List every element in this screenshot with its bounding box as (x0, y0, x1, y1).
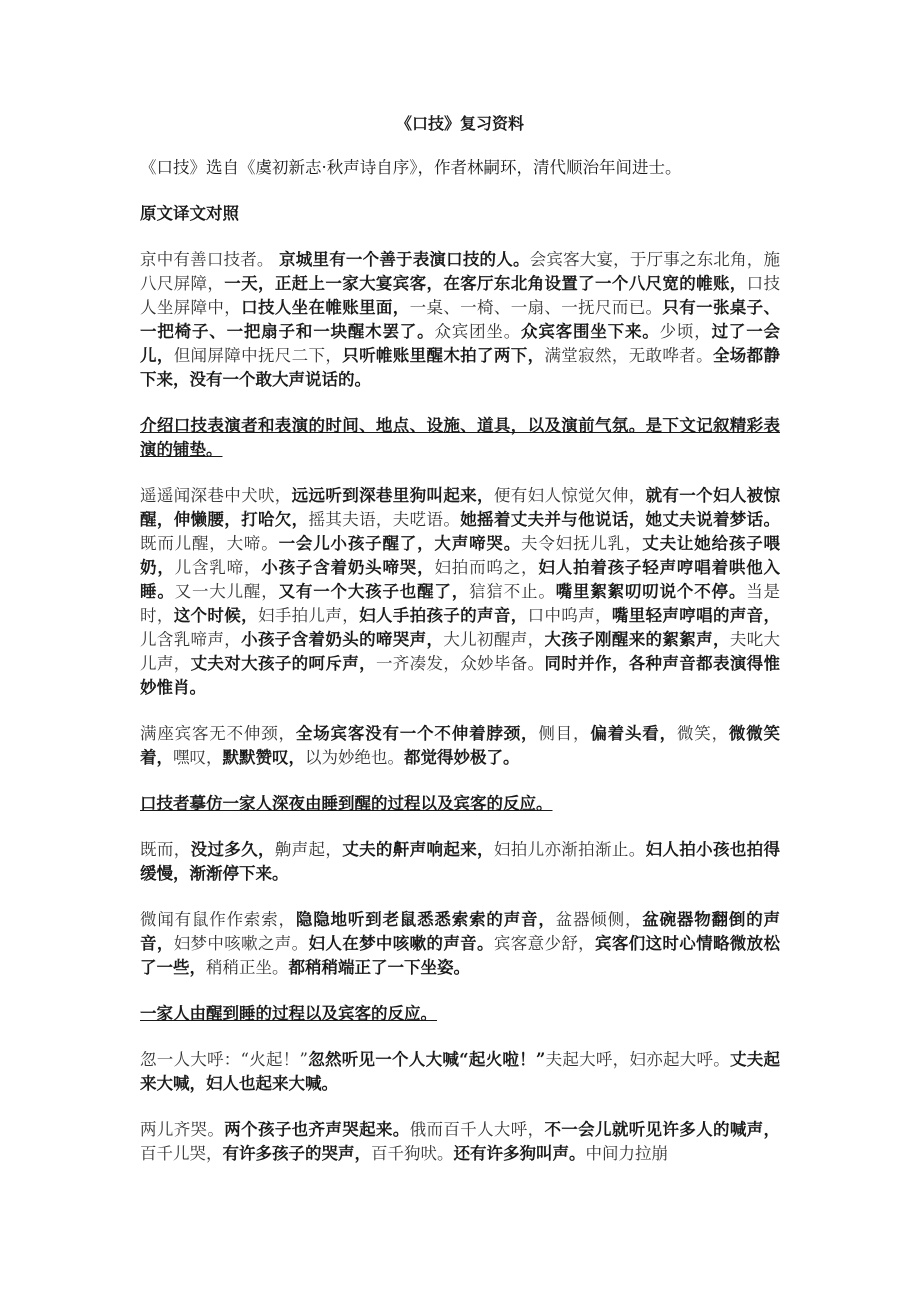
translation-segment: 又有一个大孩子也醒了， (278, 582, 470, 601)
original-segment: 妇手拍儿声， (257, 606, 360, 625)
original-segment: 儿含乳啼， (174, 558, 262, 577)
translation-segment: 丈夫起来大喊，妇人也起来大喊。 (140, 1050, 781, 1093)
original-segment: 稍稍正坐。 (206, 958, 289, 977)
translation-segment: 两个孩子也齐声哭起来。 (224, 1120, 410, 1139)
translation-segment: 偏着头看， (590, 724, 677, 743)
translation-segment: 一会儿小孩子醒了，大声啼哭。 (278, 534, 522, 553)
translation-segment: 忽然听见一个人大喊“起火啦！” (307, 1050, 546, 1069)
original-segment: 百千狗吠。 (371, 1144, 454, 1163)
original-segment: 以为妙绝也。 (305, 748, 404, 767)
original-segment: 少顷， (659, 322, 712, 341)
original-segment: 夫叱大儿声， (140, 630, 781, 673)
original-segment: 满座宾客无不伸颈， (140, 724, 296, 743)
translation-segment: 微微笑着， (140, 724, 781, 767)
original-segment: 宾客意少舒， (493, 934, 595, 953)
original-segment: 中间力拉崩 (585, 1144, 668, 1163)
original-segment: 一桌、一椅、一扇、一抚尺而已。 (409, 298, 663, 317)
translation-segment: 默默赞叹， (222, 748, 305, 767)
paragraph-6 (140, 1048, 780, 1096)
paragraph-1 (140, 248, 780, 392)
original-segment: 满堂寂然，无敢哗者。 (544, 346, 713, 365)
translation-segment: 妇人手拍孩子的声音， (359, 606, 528, 625)
summary-note-2: 口技者摹仿一家人深夜由睡到醒的过程以及宾客的反应。 (140, 794, 553, 813)
translation-segment: 小孩子含着奶头啼哭， (261, 558, 435, 577)
translation-segment: 全场都静下来，没有一个敢大声说话的。 (140, 346, 781, 389)
original-segment: 大儿初醒声， (443, 630, 545, 649)
original-segment: 口技人坐屏障中， (140, 274, 781, 317)
original-segment: 妇梦中咳嗽之声。 (173, 934, 309, 953)
translation-segment: 这个时候， (173, 606, 258, 625)
original-segment: 齁声起， (274, 840, 343, 859)
document-page (140, 112, 780, 1188)
paragraph-5 (140, 908, 780, 980)
original-segment: 妇拍而呜之， (434, 558, 539, 577)
original-segment: 夫起大呼，妇亦起大呼。 (545, 1050, 730, 1069)
paragraph-2 (140, 484, 780, 700)
paragraph-7 (140, 1118, 780, 1166)
original-segment: 遥遥闻深巷中犬吠， (140, 486, 292, 505)
summary-note-3: 一家人由醒到睡的过程以及宾客的反应。 (140, 1004, 437, 1023)
translation-segment: 众宾客围坐下来。 (521, 322, 660, 341)
original-segment: 狺狺不止。 (469, 582, 556, 601)
original-segment: 百千儿哭， (140, 1144, 223, 1163)
translation-segment: 远远听到深巷里狗叫起来， (291, 486, 494, 505)
original-segment: 但闻屏障中抚尺二下， (173, 346, 343, 365)
translation-segment: 只听帷账里醒木拍了两下， (342, 346, 545, 365)
translation-segment: 嘴里絮絮叨叨说个不停。 (555, 582, 747, 601)
translation-segment: 隐隐地听到老鼠悉悉索索的声音， (295, 910, 556, 929)
translation-segment: 都稍稍端正了一下坐姿。 (288, 958, 470, 977)
translation-segment: 就有一个妇人被惊醒，伸懒腰，打哈欠， (140, 486, 781, 529)
translation-segment: 妇人拍小孩也拍得缓慢，渐渐停下来。 (140, 840, 781, 883)
original-segment: 摇其夫语，夫呓语。 (308, 510, 461, 529)
original-segment: 微笑， (676, 724, 729, 743)
translation-segment: 有许多孩子的哭声， (222, 1144, 371, 1163)
translation-segment: 她摇着丈夫并与他说话，她丈夫说着梦话。 (460, 510, 781, 529)
original-segment: 俄而百千人大呼， (409, 1120, 545, 1139)
translation-segment: 嘴里轻声哼唱的声音， (611, 606, 781, 625)
translation-segment: 京城里有一个善于表演口技的人。 (279, 250, 530, 269)
translation-segment: 妇人拍着孩子轻声哼唱着哄他入睡。 (140, 558, 781, 601)
original-segment: 嘿叹， (173, 748, 223, 767)
original-segment: 两儿齐哭。 (140, 1120, 225, 1139)
original-segment: 又一大儿醒， (174, 582, 279, 601)
translation-segment: 只有一张桌子、一把椅子、一把扇子和一块醒木罢了。 (140, 298, 781, 341)
original-segment: 便有妇人惊觉欠伸， (493, 486, 646, 505)
translation-segment: 丈夫对大孩子的呵斥声， (190, 654, 376, 673)
original-segment: 京中有善口技者。 (140, 250, 280, 269)
translation-segment: 还有许多狗叫声。 (453, 1144, 586, 1163)
intro-paragraph: 《口技》选自《虞初新志·秋声诗自序》，作者林嗣环，清代顺治年间进士。 (140, 158, 682, 177)
translation-segment: 妇人在梦中咳嗽的声音。 (308, 934, 494, 953)
original-segment: 一齐凑发，众妙毕备。 (375, 654, 545, 673)
translation-segment: 小孩子含着奶头的啼哭声， (241, 630, 444, 649)
original-segment: 盆器倾侧， (555, 910, 643, 929)
paragraph-3 (140, 722, 780, 770)
original-segment: 儿含乳啼声， (140, 630, 242, 649)
original-segment: 微闻有鼠作作索索， (140, 910, 296, 929)
original-segment: 当是时， (140, 582, 781, 625)
paragraph-4 (140, 838, 780, 886)
original-segment: 侧目， (538, 724, 591, 743)
translation-segment: 丈夫让她给孩子喂奶， (140, 534, 781, 577)
translation-segment: 都觉得妙极了。 (404, 748, 520, 767)
translation-segment: 过了一会儿， (140, 322, 781, 365)
original-segment: 既而儿醒，大啼。 (140, 534, 279, 553)
translation-segment: 宾客们这时心情略微放松了一些， (140, 934, 781, 977)
translation-segment: 同时并作，各种声音都表演得惟妙惟肖。 (140, 654, 781, 697)
original-segment: 口中呜声， (527, 606, 612, 625)
original-segment: 会宾客大宴，于厅事之东北角，施八尺屏障， (140, 250, 781, 293)
section-heading: 原文译文对照 (140, 204, 239, 223)
translation-segment: 口技人坐在帷账里面， (241, 298, 410, 317)
translation-segment: 丈夫的鼾声响起来， (342, 840, 494, 859)
original-segment: 众宾团坐。 (434, 322, 522, 341)
original-segment: 忽一人大呼：“火起！” (140, 1050, 308, 1069)
document-title: 《口技》复习资料 (395, 114, 524, 133)
translation-segment: 一天，正赶上一家大宴宾客，在客厅东北角设置了一个八尺宽的帷账， (224, 274, 747, 293)
original-segment: 夫令妇抚儿乳， (521, 534, 643, 553)
original-segment: 妇拍儿亦渐拍渐止。 (493, 840, 646, 859)
translation-segment: 盆碗器物翻倒的声音， (140, 910, 781, 953)
translation-segment: 大孩子刚醒来的絮絮声， (544, 630, 730, 649)
translation-segment: 全场宾客没有一个不伸着脖颈， (295, 724, 539, 743)
translation-segment: 没过多久， (190, 840, 275, 859)
summary-note-1: 介绍口技表演者和表演的时间、地点、设施、道具，以及演前气氛。是下文记叙精彩表演的铺垫。 (140, 416, 780, 459)
translation-segment: 不一会儿就听见许多人的喊声， (544, 1120, 781, 1139)
original-segment: 既而， (140, 840, 191, 859)
